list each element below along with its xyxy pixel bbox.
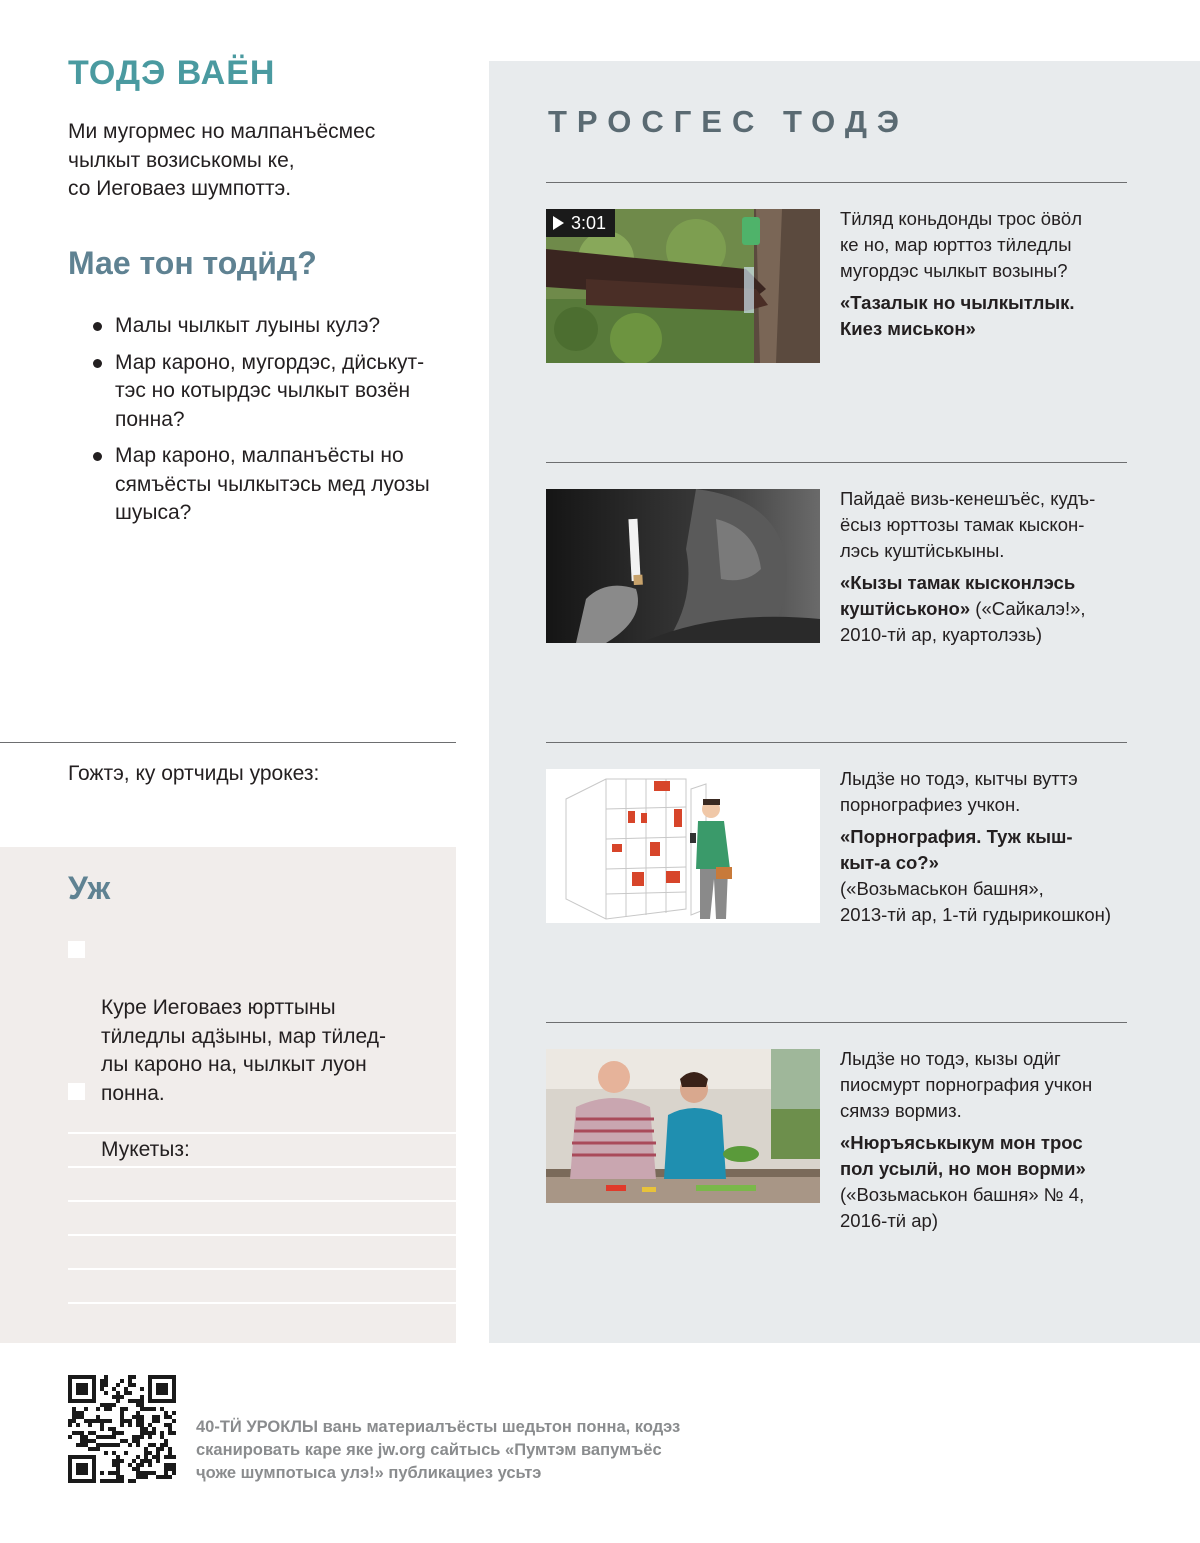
summary-text: Ми мугормес но малпанъёсмес чылкыт возиськомы ке, со Иеговаез шумпоттэ. <box>68 120 376 200</box>
cigarette-photo[interactable] <box>546 489 820 643</box>
review-question: Мар кароно, мугордэс, дӥськут- тэс но котырдэс чылкыт возён понна? <box>90 349 462 435</box>
card-divider <box>546 462 1127 463</box>
explore-card-text <box>840 486 1140 648</box>
explore-card-text <box>840 1046 1140 1234</box>
card-title[interactable]: «Кызы тамак кысконлэсь куштӥськоно» <box>840 572 1076 619</box>
writing-line[interactable] <box>68 1268 456 1270</box>
card-title[interactable]: «Нюръяськыкум мон трос пол усылӥ, но мон ворми» <box>840 1132 1086 1179</box>
card-link[interactable] <box>840 824 1140 928</box>
card-description: Пайдаё визь-кенешъёс, кудъ- ёсыз юрттозы тамак кыскон- лэсь куштӥськыны. <box>840 488 1096 561</box>
review-question: Малы чылкыт луыны кулэ? <box>90 312 462 341</box>
lesson-date-label: Гожтэ, ку ортчиды урокез: <box>68 762 320 785</box>
card-divider <box>546 182 1127 183</box>
footer-note: 40-ТӤ УРОКЛЫ вань материалъёсты шедьтон понна, кодэз сканировать каре яке jw.org сайтысь «Пумтэм вапумъёс ҷоже шумпотыса улэ!» публикациез усьтэ <box>196 1418 681 1482</box>
illustration-man-phone[interactable] <box>546 769 820 923</box>
review-heading: Мае тон тодӥд? <box>68 245 317 281</box>
explore-heading: ТРОСГЕС ТОДЭ <box>548 104 909 139</box>
writing-line[interactable] <box>68 1132 456 1134</box>
play-icon <box>553 216 564 230</box>
card-reference: («Возьмаськон башня», 2013-тӥ ар, 1-тӥ гудырикошкон) <box>840 878 1112 925</box>
card-divider <box>546 1022 1127 1023</box>
card-reference: («Возьмаськон башня» № 4, 2016-тӥ ар) <box>840 1184 1085 1231</box>
writing-line[interactable] <box>68 1234 456 1236</box>
challenge-item-pray[interactable]: Куре Иеговаез юрттыны тӥледлы адӟыны, мар тӥлед- лы кароно на, чылкыт луон понна. <box>68 937 398 1137</box>
card-description: Лыдӟе но тодэ, кызы одӥг пиосмурт порнография учкон сямзэ вормиз. <box>840 1048 1093 1121</box>
explore-card-text <box>840 206 1140 342</box>
writing-line[interactable] <box>68 1166 456 1168</box>
challenge-item-other[interactable]: Мукетыз: <box>68 1079 398 1193</box>
review-question: Мар кароно, малпанъёсты но сямъёсты чылкытэсь мед луозы шуыса? <box>90 442 462 528</box>
explore-card-text <box>840 766 1140 928</box>
challenge-heading: Уж <box>68 870 111 906</box>
card-description: Тӥляд коньдонды трос ӧвӧл ке но, мар юрттоз тӥледлы мугордэс чылкыт возыны? <box>840 208 1082 281</box>
video-thumbnail[interactable] <box>546 209 820 363</box>
card-link[interactable] <box>840 290 1140 342</box>
bullet-icon <box>93 359 102 368</box>
checkbox-icon[interactable] <box>68 1083 85 1100</box>
writing-line[interactable] <box>68 1200 456 1202</box>
review-questions <box>90 312 462 536</box>
card-link[interactable] <box>840 1130 1140 1234</box>
card-reference: («Сайкалэ!», 2010-тӥ ар, куартолэзь) <box>840 598 1086 645</box>
card-divider <box>546 742 1127 743</box>
card-title[interactable]: «Порнография. Туж кыш- кыт-а со?» <box>840 826 1073 873</box>
checkbox-icon[interactable] <box>68 941 85 958</box>
video-duration-badge: 3:01 <box>546 209 615 237</box>
qr-code-icon[interactable] <box>68 1375 176 1483</box>
section-divider <box>0 742 456 743</box>
bullet-icon <box>93 452 102 461</box>
bullet-icon <box>93 322 102 331</box>
writing-line[interactable] <box>68 1302 456 1304</box>
card-description: Лыдӟе но тодэ, кытчы вуттэ порнографиез учкон. <box>840 768 1078 815</box>
card-link[interactable] <box>840 570 1140 648</box>
summary-heading: ТОДЭ ВАЁН <box>68 54 276 92</box>
card-title[interactable]: «Тазалык но чылкытлык. Киез миськон» <box>840 292 1075 339</box>
kitchen-couple-photo[interactable] <box>546 1049 820 1203</box>
